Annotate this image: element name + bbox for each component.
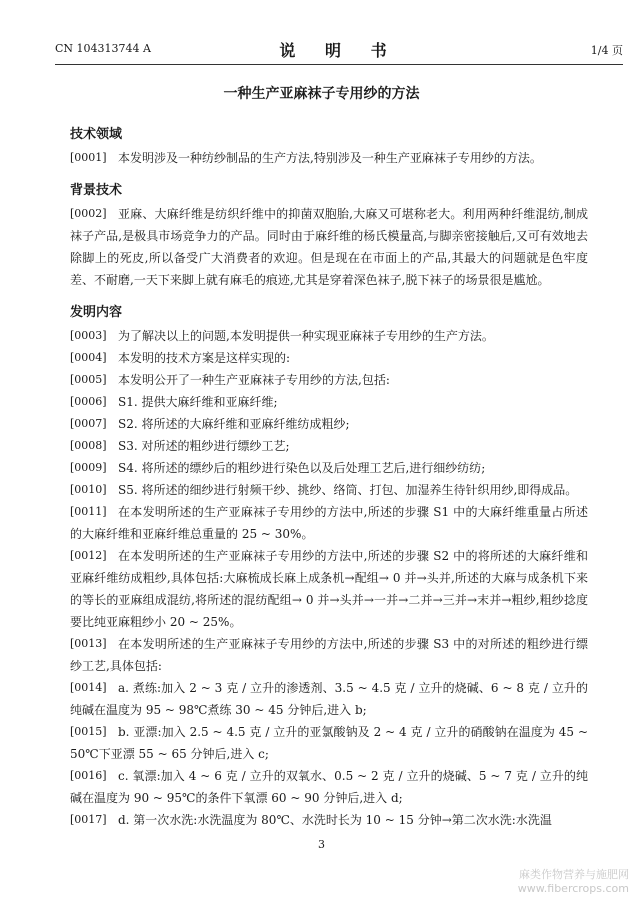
section-heading: 背景技术 [70, 183, 123, 198]
paragraph [70, 677, 588, 721]
paragraph-number: [0009] [70, 461, 107, 474]
paragraph [70, 721, 588, 765]
paragraph-text: 本发明的技术方案是这样实现的: [118, 351, 291, 365]
paragraph [70, 435, 588, 457]
paragraph-number: [0014] [70, 681, 107, 694]
paragraph-text: c. 氧漂:加入 4 ~ 6 克 / 立升的双氧水、0.5 ~ 2 克 / 立升的烧碱、5 ~ 7 克 / 立升的纯碱在温度为 90 ~ 95℃的条件下氧漂 60 ~ 90 分钟后,进入 d; [70, 769, 588, 805]
paragraph-number: [0007] [70, 417, 107, 430]
paragraph-number: [0008] [70, 439, 107, 452]
watermark-line-1: 麻类作物营养与施肥网 [519, 868, 629, 881]
paragraph-number: [0011] [70, 505, 107, 518]
document-body [70, 113, 588, 831]
paragraph [70, 765, 588, 809]
paragraph [70, 203, 588, 291]
paragraph [70, 545, 588, 633]
paragraph-text: d. 第一次水洗:水洗温度为 80℃、水洗时长为 10 ~ 15 分钟→第二次水洗:水洗温 [118, 813, 552, 827]
paragraph [70, 391, 588, 413]
paragraph-number: [0003] [70, 329, 107, 342]
paragraph-number: [0001] [70, 151, 107, 164]
paragraph [70, 809, 588, 831]
paragraph [70, 501, 588, 545]
paragraph-text: S3. 对所述的粗纱进行缥纱工艺; [118, 439, 290, 453]
paragraph-text: S1. 提供大麻纤维和亚麻纤维; [118, 395, 278, 409]
paragraph-number: [0013] [70, 637, 107, 650]
paragraph-text: 本发明公开了一种生产亚麻袜子专用纱的方法,包括: [118, 373, 390, 387]
section-heading: 发明内容 [70, 305, 123, 320]
page-indicator: 1/4 页 [590, 44, 623, 57]
paragraph-number: [0010] [70, 483, 107, 496]
paragraph-text: 本发明涉及一种纺纱制品的生产方法,特别涉及一种生产亚麻袜子专用纱的方法。 [118, 151, 542, 165]
paragraph-number: [0012] [70, 549, 107, 562]
page-number: 3 [318, 838, 325, 851]
paragraph [70, 633, 588, 677]
paragraph-number: [0016] [70, 769, 107, 782]
section-heading: 技术领域 [70, 127, 123, 142]
paragraph [70, 347, 588, 369]
paragraph-number: [0004] [70, 351, 107, 364]
page-header [55, 38, 623, 65]
paragraph-text: 在本发明所述的生产亚麻袜子专用纱的方法中,所述的步骤 S3 中的对所述的粗纱进行缥纱工艺,具体包括: [70, 637, 588, 673]
paragraph-number: [0015] [70, 725, 107, 738]
paragraph-text: a. 煮练:加入 2 ~ 3 克 / 立升的渗透剂、3.5 ~ 4.5 克 / 立升的烧碱、6 ~ 8 克 / 立升的纯碱在温度为 95 ~ 98℃煮练 30 ~ 45 分钟后,进入 b; [70, 681, 588, 717]
paragraph-text: b. 亚漂:加入 2.5 ~ 4.5 克 / 立升的亚氯酸钠及 2 ~ 4 克 / 立升的硝酸钠在温度为 45 ~ 50℃下亚漂 55 ~ 65 分钟后,进入 c; [70, 725, 588, 761]
watermark-line-2: www.fibercrops.com [517, 882, 629, 895]
paragraph-number: [0005] [70, 373, 107, 386]
paragraph [70, 479, 588, 501]
paragraph-text: S2. 将所述的大麻纤维和亚麻纤维纺成粗纱; [118, 417, 350, 431]
paragraph-number: [0017] [70, 813, 107, 826]
paragraph-number: [0006] [70, 395, 107, 408]
paragraph-text: 为了解决以上的问题,本发明提供一种实现亚麻袜子专用纱的生产方法。 [118, 329, 494, 343]
paragraph [70, 325, 588, 347]
doc-type-heading: 说 明 书 [279, 41, 399, 60]
paragraph-text: 在本发明所述的生产亚麻袜子专用纱的方法中,所述的步骤 S2 中的将所述的大麻纤维和亚麻纤维纺成粗纱,具体包括:大麻梳成长麻上成条机→配组→ 0 并→头并,所述的大麻与成条机下来的等长的亚麻组成混纺,将所述的混纺配组→ 0 并→头并→一并→二并→三并→末并→粗纱,粗纱捻度要比纯亚麻粗纱小 20 ~ 25%。 [70, 549, 588, 629]
paragraph-text: 在本发明所述的生产亚麻袜子专用纱的方法中,所述的步骤 S1 中的大麻纤维重量占所述的大麻纤维和亚麻纤维总重量的 25 ~ 30%。 [70, 505, 588, 541]
paragraph [70, 457, 588, 479]
paragraph [70, 147, 588, 169]
paragraph-text: 亚麻、大麻纤维是纺织纤维中的抑菌双胞胎,大麻又可堪称老大。利用两种纤维混纺,制成袜子产品,是极具市场竞争力的产品。同时由于麻纤维的杨氏模量高,与脚亲密接触后,又可有效地去除脚上的死皮,所以备受广大消费者的欢迎。但是现在在市面上的产品,其最大的问题就是色牢度差、不耐磨,一天下来脚上就有麻毛的痕迹,尤其是穿着深色袜子,脱下袜子的场景很是尴尬。 [70, 207, 588, 287]
paragraph-text: S5. 将所述的细纱进行射频干纱、挑纱、络筒、打包、加湿养生待针织用纱,即得成品。 [118, 483, 578, 497]
document-title: 一种生产亚麻袜子专用纱的方法 [223, 86, 420, 102]
paragraph-text: S4. 将所述的缥纱后的粗纱进行染色以及后处理工艺后,进行细纱纺纺; [118, 461, 486, 475]
paragraph [70, 413, 588, 435]
paragraph [70, 369, 588, 391]
site-watermark [518, 868, 629, 896]
paragraph-number: [0002] [70, 207, 107, 220]
patent-number: CN 104313744 A [55, 42, 151, 55]
